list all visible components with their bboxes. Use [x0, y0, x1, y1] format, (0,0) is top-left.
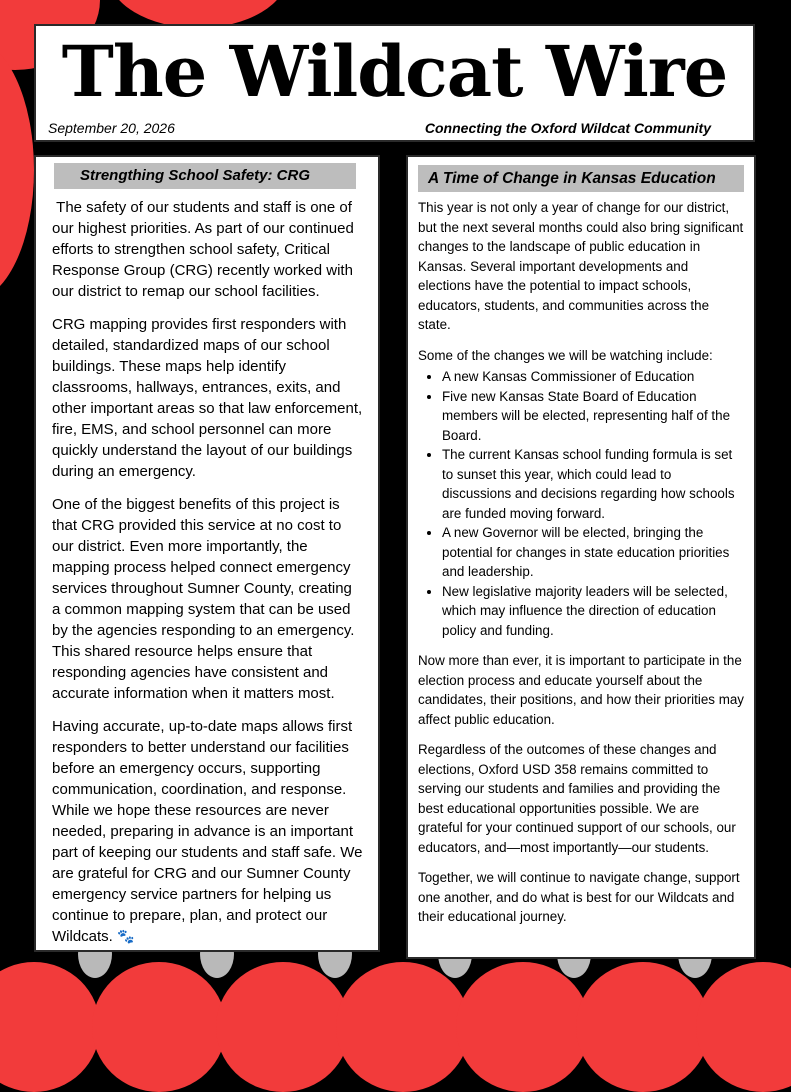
list-item: • Five new Kansas State Board of Education members will be elected, representing half of the Board.	[442, 387, 744, 446]
decorative-circle	[0, 40, 34, 300]
tagline: Connecting the Oxford Wildcat Community	[424, 120, 711, 136]
article-heading: Strengthing School Safety: CRG	[54, 163, 356, 189]
decorative-circle	[216, 962, 350, 1092]
newsletter-title: The Wildcat Wire	[61, 30, 728, 113]
issue-date: September 20, 2026	[48, 120, 175, 136]
decorative-circle	[92, 962, 226, 1092]
masthead	[34, 24, 755, 142]
article-body	[418, 198, 744, 927]
paragraph: Now more than ever, it is important to participate in the election process and educate yourself about the candidates, their positions, and how their priorities may affect public education.	[418, 653, 745, 727]
paw-print-icon: 🐾	[117, 928, 135, 944]
left-article	[34, 155, 380, 952]
paragraph-text: Having accurate, up-to-date maps allows first responders to better understand our facilities before an emergency occurs, supporting communication, coordination, and response. While we hope these resources are never needed, preparing in advance is an important part of keeping our students and staff safe. We are grateful for CRG and our Sumner County emergency service partners for helping us continue to prepare, plan, and protect our Wildcats.	[52, 718, 363, 945]
list-intro: Some of the changes we will be watching include:	[418, 347, 713, 363]
paragraph	[52, 716, 364, 947]
changes-list	[418, 367, 744, 640]
article-body	[52, 197, 364, 947]
paragraph: CRG mapping provides first responders with detailed, standardized maps of our school buildings. These maps help identify classrooms, hallways, entrances, exits, and other important areas so that law enforcement, fire, EMS, and school personnel can more quickly understand the layout of our buildings during an emergency.	[52, 316, 363, 480]
list-item: • A new Kansas Commissioner of Education	[442, 367, 744, 387]
decorative-circle	[576, 962, 710, 1092]
paragraph: The safety of our students and staff is one of our highest priorities. As part of our continued efforts to strengthen school safety, Critical Response Group (CRG) recently worked with our district to remap our school facilities.	[52, 199, 359, 300]
decorative-circle	[336, 962, 470, 1092]
paragraph: One of the biggest benefits of this project is that CRG provided this service at no cost to our district. Even more importantly, the mapping process helped connect emergency services throughout Sumner County, creating a common mapping system that can be used by the agencies responding to an emergency. This shared resource helps ensure that responding agencies have consistent and accurate information when it matters most.	[52, 496, 355, 702]
paragraph: This year is not only a year of change for our district, but the next several months could also bring significant changes to the landscape of public education in Kansas. Several important developments and elections have the potential to impact schools, educators, students, and communities across the state.	[418, 200, 744, 332]
article-heading: A Time of Change in Kansas Education	[418, 165, 744, 192]
list-item: • The current Kansas school funding formula is set to sunset this year, which could lead to discussions and decisions regarding how schools are funded moving forward.	[442, 445, 744, 523]
decorative-circle	[456, 962, 590, 1092]
paragraph: Together, we will continue to navigate change, support one another, and do what is best for our Wildcats and their educational journey.	[418, 870, 740, 924]
decorative-circle	[0, 962, 100, 1092]
paragraph: Regardless of the outcomes of these changes and elections, Oxford USD 358 remains committed to serving our students and families and providing the best educational opportunities possible. We are grateful for your continued support of our schools, our educators, and—most importantly—our students.	[418, 742, 736, 855]
list-item: • A new Governor will be elected, bringing the potential for changes in state education priorities and leadership.	[442, 523, 744, 582]
right-article	[406, 155, 756, 959]
list-item: • New legislative majority leaders will be selected, which may influence the direction of education policy and funding.	[442, 582, 744, 641]
decorative-circle	[696, 962, 791, 1092]
